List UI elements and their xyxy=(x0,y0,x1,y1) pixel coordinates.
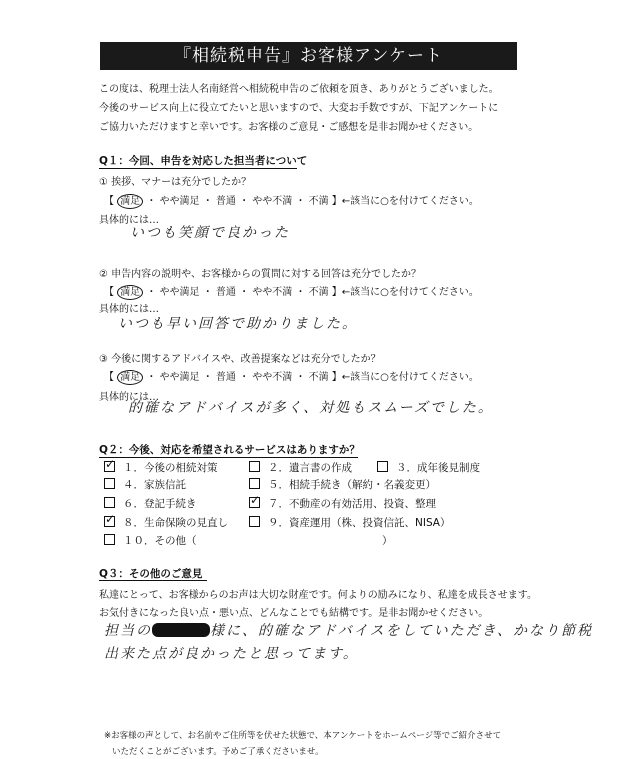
service-5 xyxy=(249,477,436,492)
service-1 xyxy=(104,460,218,475)
q1-item1-detail-label: 具体的には… xyxy=(99,215,159,226)
q1-item3-question: ③ 今後に関するアドバイスや、改善提案などは充分でしたか？ xyxy=(99,354,381,365)
q1-item1-options: 【 満足 ・ やや満足 ・ 普通 ・ やや不満 ・ 不満 】←該当に○を付けてください。 xyxy=(104,196,479,207)
q3-line-1: 私達にとって、お客様からのお声は大切な財産です。何よりの励みになり、私達を成長させます。 xyxy=(99,590,537,601)
q1-item2-detail-label: 具体的には… xyxy=(99,304,159,315)
q1-item3-selected: 満足 xyxy=(117,370,143,385)
q1-item2-selected: 満足 xyxy=(117,285,143,300)
q1-item2-options-rest: ・ やや満足 ・ 普通 ・ やや不満 ・ 不満 】←該当に○を付けてください。 xyxy=(146,287,479,298)
service-4 xyxy=(104,477,186,492)
q1-item2-answer: いつも早い回答で助かりました。 xyxy=(118,316,358,332)
q2-heading-underline xyxy=(99,457,358,458)
service-7-checkbox[interactable] xyxy=(249,497,260,508)
service-8-label: ８．生命保険の見直し xyxy=(123,517,228,529)
service-5-label: ５．相続手続き（解約・名義変更） xyxy=(268,479,436,491)
q1-item1-selected: 満足 xyxy=(117,194,143,209)
service-3 xyxy=(377,460,480,475)
service-9-label: ９．資産運用（株、投資信託、NISA） xyxy=(268,517,451,529)
q1-heading: Q１：今回、申告を対応した担当者について xyxy=(99,155,308,167)
service-8-checkbox[interactable] xyxy=(104,516,115,527)
service-1-checkbox[interactable] xyxy=(104,461,115,472)
service-4-label: ４．家族信託 xyxy=(123,479,186,491)
q1-heading-underline xyxy=(99,168,297,169)
q1-item3-detail-label: 具体的には… xyxy=(99,392,159,403)
service-6-label: ６．登記手続き xyxy=(123,498,197,510)
q2-heading: Q２：今後、対応を希望されるサービスはありますか？ xyxy=(99,444,360,456)
service-8 xyxy=(104,515,228,530)
q1-item3-options: 【 満足 ・ やや満足 ・ 普通 ・ やや不満 ・ 不満 】←該当に○を付けてください。 xyxy=(104,372,479,383)
q3-answer-prefix: 担当の xyxy=(104,623,152,639)
q3-answer-line-1 xyxy=(104,620,593,640)
service-7 xyxy=(249,496,436,511)
service-6-checkbox[interactable] xyxy=(104,497,115,508)
service-9 xyxy=(249,515,451,530)
q1-item1-options-rest: ・ やや満足 ・ 普通 ・ やや不満 ・ 不満 】←該当に○を付けてください。 xyxy=(146,196,479,207)
service-2-checkbox[interactable] xyxy=(249,461,260,472)
service-10-close-paren: ） xyxy=(382,535,393,547)
service-2-label: ２．遺言書の作成 xyxy=(268,462,352,474)
footer-line-2: いただくことがございます。予めご了承くださいませ。 xyxy=(112,747,324,757)
q1-item1-question: ① 挨拶、マナーは充分でしたか？ xyxy=(99,177,252,188)
intro-line-3: ご協力いただけますと幸いです。お客様のご意見・ご感想を是非お聞かせください。 xyxy=(99,122,479,133)
service-1-label: １．今後の相続対策 xyxy=(123,462,218,474)
q3-heading: Q３：その他のご意見 xyxy=(99,568,203,580)
service-10 xyxy=(104,533,197,548)
service-10-checkbox[interactable] xyxy=(104,534,115,545)
q1-item3-options-rest: ・ やや満足 ・ 普通 ・ やや不満 ・ 不満 】←該当に○を付けてください。 xyxy=(146,372,479,383)
q1-item2-question: ② 申告内容の説明や、お客様からの質問に対する回答は充分でしたか？ xyxy=(99,269,421,280)
intro-line-1: この度は、税理士法人名南経営へ相続税申告のご依頼を頂き、ありがとうございました。 xyxy=(99,84,499,95)
footer-line-1: ※お客様の声として、お名前やご住所等を伏せた状態で、本アンケートをホームページ等でご紹介させて xyxy=(104,731,502,741)
redacted-name xyxy=(152,623,210,637)
q1-item3-answer: 的確なアドバイスが多く、対処もスムーズでした。 xyxy=(128,400,494,416)
q1-item1-answer: いつも笑顔で良かった xyxy=(130,225,290,241)
page-title: 『相続税申告』お客様アンケート xyxy=(100,42,517,70)
service-3-label: ３．成年後見制度 xyxy=(396,462,480,474)
service-6 xyxy=(104,496,197,511)
q3-line-2: お気付きになった良い点・悪い点、どんなことでも結構です。是非お聞かせください。 xyxy=(99,608,489,619)
q3-answer-suffix: 様に、的確なアドバイスをしていただき、かなり節税 xyxy=(210,623,594,639)
service-4-checkbox[interactable] xyxy=(104,478,115,489)
q3-heading-underline xyxy=(99,580,207,581)
service-3-checkbox[interactable] xyxy=(377,461,388,472)
q3-answer-line-2: 出来た点が良かったと思ってます。 xyxy=(104,646,359,662)
service-2 xyxy=(249,460,352,475)
service-5-checkbox[interactable] xyxy=(249,478,260,489)
service-10-label: １０．その他（ xyxy=(123,535,197,547)
service-7-label: ７．不動産の有効活用、投資、整理 xyxy=(268,498,436,510)
q1-item2-options: 【 満足 ・ やや満足 ・ 普通 ・ やや不満 ・ 不満 】←該当に○を付けてください。 xyxy=(104,287,479,298)
intro-line-2: 今後のサービス向上に役立てたいと思いますので、大変お手数ですが、下記アンケートに xyxy=(99,103,499,114)
service-9-checkbox[interactable] xyxy=(249,516,260,527)
